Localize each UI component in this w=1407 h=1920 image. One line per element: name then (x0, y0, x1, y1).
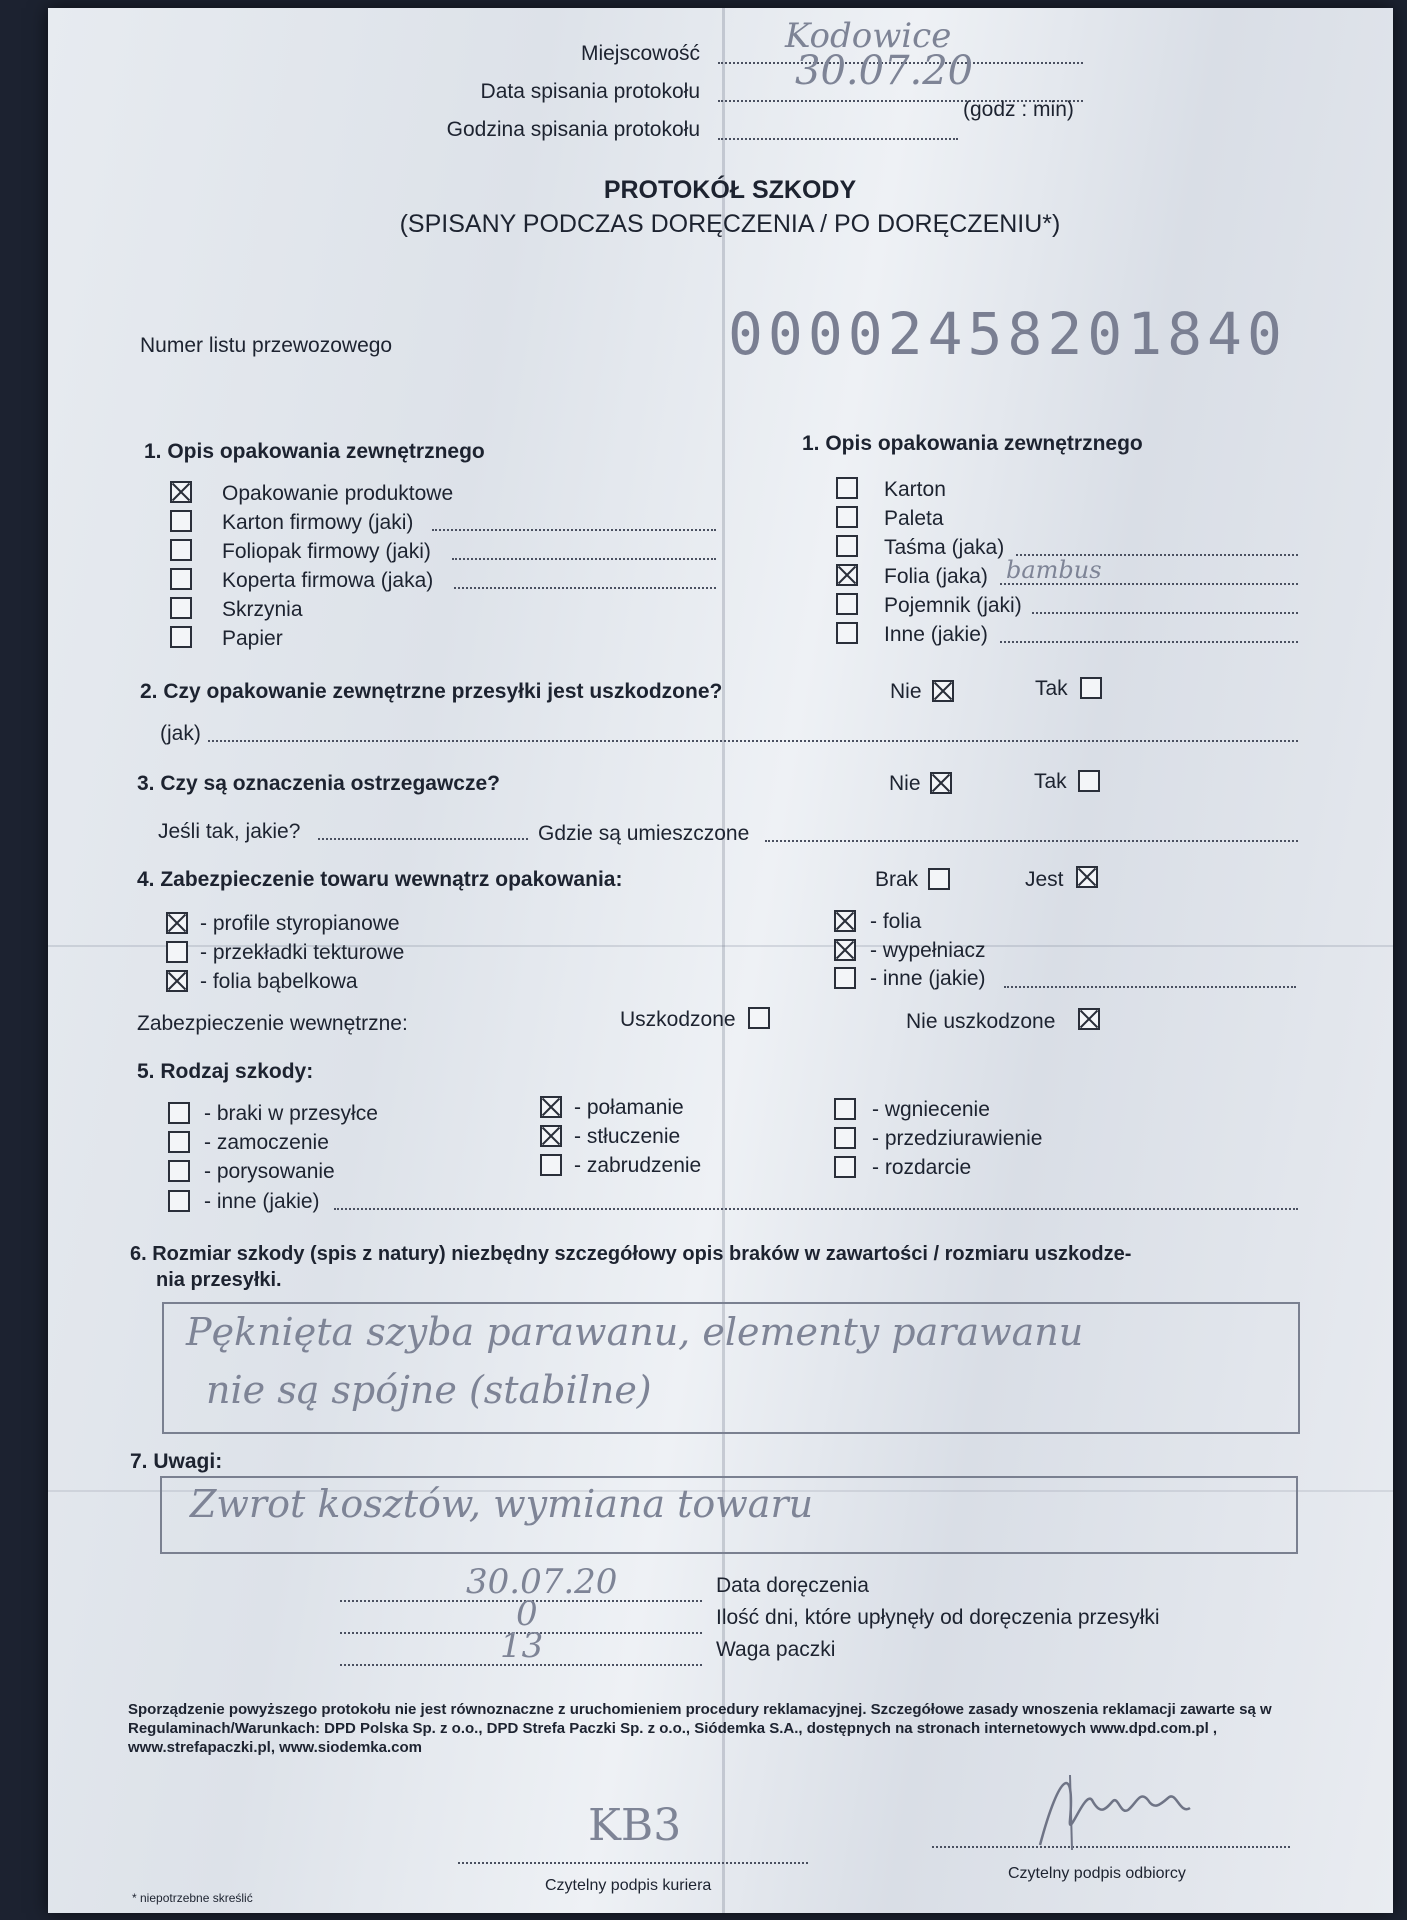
time-line[interactable] (718, 138, 958, 140)
inne-line[interactable] (1000, 641, 1298, 643)
pojemnik-checkbox[interactable] (836, 593, 858, 615)
not-damaged-label: Nie uszkodzone (906, 1010, 1056, 1033)
recipient-signature-label: Czytelny podpis odbiorcy (1008, 1865, 1186, 1882)
option-label: Koperta firmowa (jaka) (222, 569, 434, 592)
tasma-checkbox[interactable] (836, 535, 858, 557)
folia-babelkowa-checkbox[interactable] (166, 970, 188, 992)
option-label: - połamanie (574, 1096, 684, 1119)
how-label: (jak) (160, 722, 201, 745)
none-label: Brak (875, 868, 919, 891)
inner-damaged-checkbox[interactable] (748, 1007, 770, 1029)
karton-firmowy-checkbox[interactable] (170, 510, 192, 532)
foliopak-firmowy-checkbox[interactable] (170, 539, 192, 561)
delivery-date-handwritten: 30.07.20 (466, 1562, 618, 1602)
inne-checkbox[interactable] (836, 622, 858, 644)
recipient-signature (1030, 1760, 1210, 1855)
section1-right-heading: 1. Opis opakowania zewnętrznego (802, 432, 1143, 455)
section6-heading-cont: nia przesyłki. (156, 1269, 282, 1291)
option-label: Karton firmowy (jaki) (222, 511, 414, 534)
option-label: Foliopak firmowy (jaki) (222, 540, 431, 563)
option-label: Opakowanie produktowe (222, 482, 454, 505)
koperta-firmowa-checkbox[interactable] (170, 568, 192, 590)
inne-szkody-line[interactable] (334, 1208, 1298, 1210)
inner-not-damaged-checkbox[interactable] (1078, 1008, 1100, 1030)
rozdarcie-checkbox[interactable] (834, 1156, 856, 1178)
courier-signature-label: Czytelny podpis kuriera (545, 1877, 712, 1894)
option-label: - braki w przesyłce (204, 1102, 378, 1125)
option-label: Skrzynia (222, 598, 303, 621)
place-label: Miejscowość (580, 42, 700, 65)
pojemnik-line[interactable] (1032, 612, 1298, 614)
option-label: Papier (222, 627, 283, 650)
weight-label: Waga paczki (716, 1638, 836, 1661)
which-line[interactable] (318, 838, 528, 840)
inne-szkody-checkbox[interactable] (168, 1190, 190, 1212)
zamoczenie-checkbox[interactable] (168, 1131, 190, 1153)
koperta-firmowa-line[interactable] (454, 587, 716, 589)
option-label: - zamoczenie (204, 1131, 329, 1154)
option-label: - folia bąbelkowa (200, 970, 358, 993)
date-label: Data spisania protokołu (480, 80, 700, 103)
option-label: Paleta (884, 507, 944, 530)
courier-signature-line[interactable] (458, 1862, 808, 1864)
yes-label: Tak (1035, 677, 1068, 700)
time-label: Godzina spisania protokołu (446, 118, 700, 141)
option-label: - inne (jakie) (204, 1190, 320, 1213)
damage-description-line2: nie są spójne (stabilne) (206, 1368, 652, 1412)
date-handwritten: 30.07.20 (795, 48, 974, 94)
paleta-checkbox[interactable] (836, 506, 858, 528)
wew-folia-checkbox[interactable] (834, 910, 856, 932)
option-label: - stłuczenie (574, 1125, 681, 1148)
karton-checkbox[interactable] (836, 477, 858, 499)
option-label: Karton (884, 478, 946, 501)
delivery-days-label: Ilość dni, które upłynęły od doręczenia przesyłki (716, 1606, 1160, 1629)
section3-yes-checkbox[interactable] (1078, 770, 1100, 792)
wew-inne-line[interactable] (1004, 986, 1296, 988)
where-line[interactable] (765, 840, 1298, 842)
section5-heading: 5. Rodzaj szkody: (137, 1060, 314, 1083)
opakowanie-produktowe-checkbox[interactable] (170, 481, 192, 503)
waybill-label: Numer listu przewozowego (140, 334, 393, 357)
przekladki-tekturowe-checkbox[interactable] (166, 941, 188, 963)
no-label: Nie (890, 680, 922, 703)
profile-styropianowe-checkbox[interactable] (166, 912, 188, 934)
option-label: - zabrudzenie (574, 1154, 702, 1177)
braki-checkbox[interactable] (168, 1102, 190, 1124)
which-label: Jeśli tak, jakie? (158, 820, 301, 843)
where-label: Gdzie są umieszczone (538, 822, 750, 845)
place-handwritten: Kodowice (785, 16, 952, 56)
zabrudzenie-checkbox[interactable] (540, 1154, 562, 1176)
section7-heading: 7. Uwagi: (130, 1450, 223, 1473)
skrzynia-checkbox[interactable] (170, 597, 192, 619)
section1-left-heading: 1. Opis opakowania zewnętrznego (144, 440, 485, 463)
option-label: - inne (jakie) (870, 967, 986, 990)
section4-none-checkbox[interactable] (928, 868, 950, 890)
folia-handwritten: bambus (1006, 556, 1102, 584)
courier-signature: KB3 (588, 1800, 682, 1851)
stluczenie-checkbox[interactable] (540, 1125, 562, 1147)
option-label: Folia (jaka) (884, 565, 988, 588)
option-label: - folia (870, 910, 922, 933)
inner-protection-label: Zabezpieczenie wewnętrzne: (137, 1012, 408, 1035)
karton-firmowy-line[interactable] (432, 529, 716, 531)
section3-question: 3. Czy są oznaczenia ostrzegawcze? (137, 772, 500, 795)
option-label: - profile styropianowe (200, 912, 400, 935)
option-label: - przekładki tekturowe (200, 941, 405, 964)
present-label: Jest (1025, 868, 1064, 891)
weight-handwritten: 13 (500, 1626, 544, 1666)
time-suffix: (godz : min) (963, 98, 1074, 121)
wypelniacz-checkbox[interactable] (834, 939, 856, 961)
polamanie-checkbox[interactable] (540, 1096, 562, 1118)
section3-no-checkbox[interactable] (930, 772, 952, 794)
option-label: Pojemnik (jaki) (884, 594, 1022, 617)
porysowanie-checkbox[interactable] (168, 1160, 190, 1182)
yes-label: Tak (1034, 770, 1067, 793)
page-title: PROTOKÓŁ SZKODY (603, 176, 857, 204)
how-line[interactable] (208, 740, 1298, 742)
damaged-label: Uszkodzone (620, 1008, 736, 1031)
wew-inne-checkbox[interactable] (834, 967, 856, 989)
footnote: * niepotrzebne skreślić (132, 1891, 253, 1905)
option-label: Inne (jakie) (884, 623, 988, 646)
option-label: - przedziurawienie (872, 1127, 1043, 1150)
option-label: Taśma (jaka) (884, 536, 1005, 559)
waybill-number: 00002458201840 (728, 300, 1287, 368)
papier-checkbox[interactable] (170, 626, 192, 648)
section2-yes-checkbox[interactable] (1080, 677, 1102, 699)
section4-present-checkbox[interactable] (1076, 866, 1098, 888)
section2-question: 2. Czy opakowanie zewnętrzne przesyłki jest uszkodzone? (140, 680, 723, 703)
no-label: Nie (889, 772, 921, 795)
section2-no-checkbox[interactable] (932, 680, 954, 702)
damage-description-line1: Pęknięta szyba parawanu, elementy parawanu (186, 1310, 1084, 1354)
wgniecenie-checkbox[interactable] (834, 1098, 856, 1120)
page-subtitle: (SPISANY PODCZAS DORĘCZENIA / PO DORĘCZENIU*) (399, 210, 1061, 238)
section4-question: 4. Zabezpieczenie towaru wewnątrz opakowania: (137, 868, 623, 891)
section6-heading: 6. Rozmiar szkody (spis z natury) niezbędny szczegółowy opis braków w zawartości / rozmiaru uszkodze- (130, 1243, 1132, 1265)
delivery-days-handwritten: 0 (516, 1594, 538, 1634)
delivery-date-label: Data doręczenia (716, 1574, 869, 1597)
foliopak-firmowy-line[interactable] (452, 558, 716, 560)
option-label: - porysowanie (204, 1160, 335, 1183)
folia-checkbox[interactable] (836, 564, 858, 586)
disclaimer: Sporządzenie powyższego protokołu nie jest równoznaczne z uruchomieniem procedury reklamacyjnej. Szczegółowe zasady wnoszenia reklamacji zawarte są w Regulaminach/Warunkach: DPD Polska Sp. z o.o., DPD Strefa Paczki Sp. z o.o., Siódemka S.A., dostępnych na stronach internetowych www.dpd.com.pl , www.strefapaczki.pl, www.siodemka.com (128, 1701, 1272, 1756)
option-label: - wgniecenie (872, 1098, 990, 1121)
option-label: - wypełniacz (870, 939, 986, 962)
remarks-handwritten: Zwrot kosztów, wymiana towaru (190, 1482, 814, 1526)
option-label: - rozdarcie (872, 1156, 972, 1179)
przedziurawienie-checkbox[interactable] (834, 1127, 856, 1149)
